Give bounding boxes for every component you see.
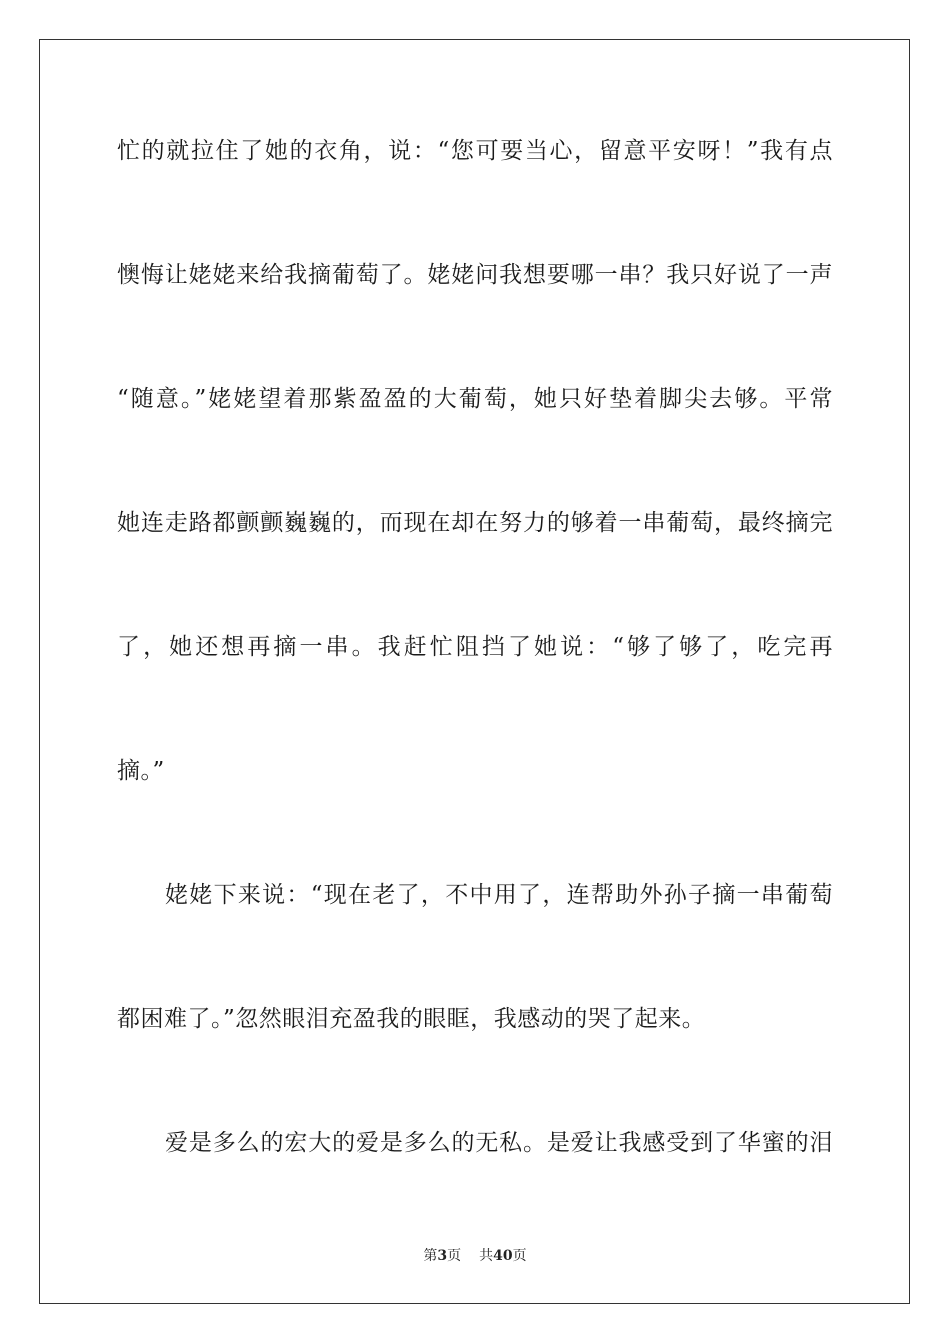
text-line: 忙的就拉住了她的衣角，说：“您可要当心，留意平安呀！”我有点 [117, 138, 833, 164]
text-line: 她连走路都颤颤巍巍的，而现在却在努力的够着一串葡萄，最终摘完 [117, 510, 833, 536]
page-border [39, 39, 910, 1304]
total-pages: 40 [493, 1248, 513, 1264]
paragraph-first-line: 爱是多么的宏大的爱是多么的无私。是爱让我感受到了华蜜的泪 [165, 1130, 833, 1156]
total-suffix: 页 [512, 1248, 527, 1264]
text-line: 懊悔让姥姥来给我摘葡萄了。姥姥问我想要哪一串？我只好说了一声 [117, 262, 833, 288]
paragraph-first-line: 姥姥下来说：“现在老了，不中用了，连帮助外孙子摘一串葡萄 [165, 882, 833, 908]
page-prefix: 第 [423, 1248, 438, 1264]
page-footer [0, 1247, 950, 1265]
text-line: 了，她还想再摘一串。我赶忙阻挡了她说：“够了够了，吃完再 [117, 634, 833, 660]
page-number: 3 [437, 1248, 448, 1264]
total-prefix: 共 [479, 1248, 494, 1264]
page-suffix: 页 [447, 1248, 462, 1264]
text-line: 都困难了。”忽然眼泪充盈我的眼眶，我感动的哭了起来。 [117, 1006, 706, 1032]
text-line: 摘。” [117, 758, 165, 784]
text-line: “随意。”姥姥望着那紫盈盈的大葡萄，她只好垫着脚尖去够。平常 [117, 386, 833, 412]
